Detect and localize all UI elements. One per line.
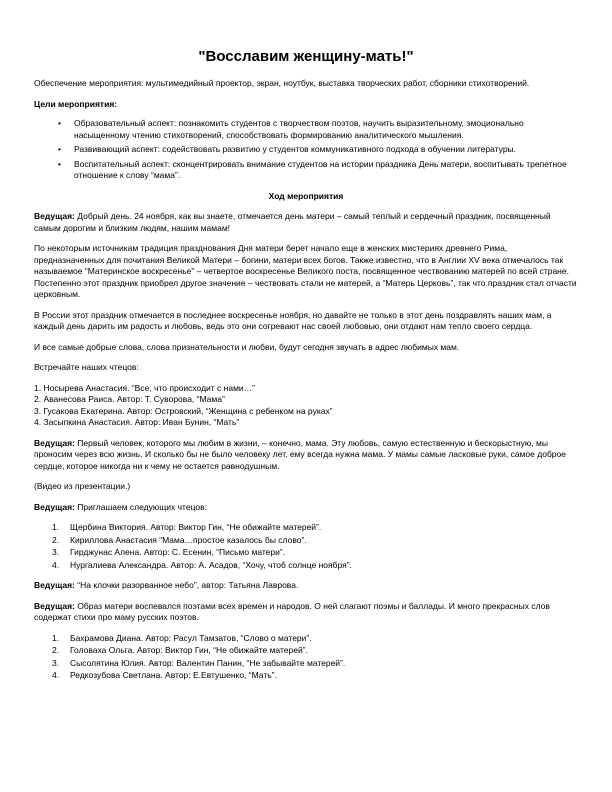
list-item: 2. Аванесова Раиса. Автор: Т. Суворова, “Мама” xyxy=(34,394,225,404)
item-text: Щербина Виктория. Автор: Виктор Гин, “Не обижайте матерей”. xyxy=(70,522,322,532)
item-text: Головаха Ольга. Автор: Виктор Гин, “Не обижайте матерей”. xyxy=(70,645,308,655)
readers-intro: Встречайте наших чтецов: xyxy=(34,362,139,372)
list-item xyxy=(34,522,578,534)
host-text: Первый человек, которого мы любим в жизни, – конечно, мама. Эту любовь, самую естественную и бескорыстную, мы проносим через всю жизнь. И сколько бы не было человеку лет, ему всегда нужна мама. У мамы самые ласковые руки, самое доброе сердце, которое никогда ни к чему не остается равнодушным. xyxy=(34,437,566,471)
item-text: Сысолятина Юлия. Автор: Валентин Панин, “Не забывайте матерей”. xyxy=(70,657,346,668)
host-label: Ведущая: xyxy=(34,580,75,590)
item-text: Гирджунас Алена. Автор: С. Есенин, “Письмо матери”. xyxy=(70,547,286,557)
item-number: 4. xyxy=(52,670,60,680)
list-item: 4. Засыпкина Анастасия. Автор: Иван Бунин, “Мать” xyxy=(34,417,240,427)
goals-list xyxy=(34,118,578,182)
host-paragraph-5 xyxy=(34,601,578,624)
item-number: 3. xyxy=(52,547,60,557)
host-paragraph-3 xyxy=(34,502,578,514)
host-text: “На клочки разорванное небо”, автор: Татьяна Лаврова. xyxy=(77,580,299,590)
goal-item: • Образовательный аспект: познакомить студентов с творчеством поэтов, научить выразительному, эмоционально насыщенному чтению стихотворений, способствовать формированию аналитического мышления. xyxy=(34,118,578,141)
kind-words-paragraph: И все самые добрые слова, слова признательности и любви, будут сегодня звучать в адрес любимых мам. xyxy=(34,341,460,352)
list-item: 1. Носырева Анастасия. “Все, что происходит с нами…” xyxy=(34,382,256,393)
item-number: 1. xyxy=(52,522,60,532)
host-text: Образ матери воспевался поэтами всех времен и народов. О ней слагают поэмы и баллады. И много прекрасных слов содержат стихи про маму русских поэтов. xyxy=(34,600,550,622)
host-label: Ведущая: xyxy=(34,501,75,512)
list-item xyxy=(34,633,578,645)
item-text: Редкозубова Светлана. Автор: Е.Евтушенко, “Мать”. xyxy=(70,670,277,680)
section-title: Ход мероприятия xyxy=(268,190,344,201)
list-item: 3. Гусакова Екатерина. Автор: Островский, “Женщина с ребенком на руках” xyxy=(34,405,333,416)
list-item xyxy=(34,535,578,547)
readers-list-3 xyxy=(34,633,578,682)
item-number: 2. xyxy=(52,534,60,545)
item-number: 2. xyxy=(52,645,60,655)
host-text: Приглашаем следующих чтецов: xyxy=(77,501,207,512)
list-item xyxy=(34,547,578,559)
host-label: Ведущая: xyxy=(34,600,75,611)
russia-paragraph: В России этот праздник отмечается в последнее воскресенье ноября, но давайте не только в этот день поздравлять наших мам, а каждый день дарить им радость и любовь, ведь это они согревают нас своей любовью, они отдают нам тепло своего сердца. xyxy=(34,309,552,331)
list-item xyxy=(34,658,578,670)
list-item xyxy=(34,670,578,682)
host-text: Добрый день. 24 ноября, как вы знаете, отмечается день матери – самый теплый и сердечный праздник, посвященный самым дорогим и близким людям, нашим мамам! xyxy=(34,211,551,233)
item-text: Нургалиева Александра. Автор: А. Асадов, “Хочу, чтоб солнце ноября”. xyxy=(70,559,352,570)
host-paragraph-1 xyxy=(34,211,578,234)
list-item xyxy=(34,560,578,572)
item-number: 1. xyxy=(52,632,60,643)
document-title: "Восславим женщину-мать!" xyxy=(198,48,414,65)
video-note: (Видео из презентации.) xyxy=(34,481,131,491)
host-label: Ведущая: xyxy=(34,437,75,448)
provision-paragraph: Обеспечение мероприятия: мультимедийный проектор, экран, ноутбук, выставка творческих работ, сборники стихотворений. xyxy=(34,78,530,88)
goal-item: • Развивающий аспект: содействовать развитию у студентов коммуникативного подхода в обучении литературы. xyxy=(34,144,578,156)
host-paragraph-4 xyxy=(34,580,578,592)
goals-heading: Цели мероприятия: xyxy=(34,98,118,109)
item-text: Бахрамова Диана. Автор: Расул Тамзатов, “Слово о матери”. xyxy=(70,632,312,643)
readers-list-2 xyxy=(34,522,578,571)
readers-list-1 xyxy=(34,383,578,429)
host-paragraph-2 xyxy=(34,438,578,473)
goal-item: • Воспитательный аспект: сконцентрировать внимание студентов на истории праздника День матери, воспитывать трепетное отношение к слову “мама”. xyxy=(34,159,578,182)
history-paragraph: По некоторым источникам традиция празднования Дня матери берет начало еще в женских мистериях древнего Рима, предназначенных для почитания Великой Матери – богини, матери всех богов. Также известно, что в Англии XV века отмечалось так называемое “Материнское воскресенье” – четвертое воскресенье Великого поста, посвященное чествованию матерей по всей стране. Постепенно этот праздник приобрел другое значение – чествовать стали не матерей, а “Матерь Церковь”, так что праздник стал отчасти церковным. xyxy=(34,243,577,299)
list-item xyxy=(34,645,578,657)
host-label: Ведущая: xyxy=(34,211,75,221)
item-number: 3. xyxy=(52,657,60,668)
item-text: Кириллова Анастасия “Мама…простое казалось бы слово”. xyxy=(70,534,307,545)
item-number: 4. xyxy=(52,559,60,570)
